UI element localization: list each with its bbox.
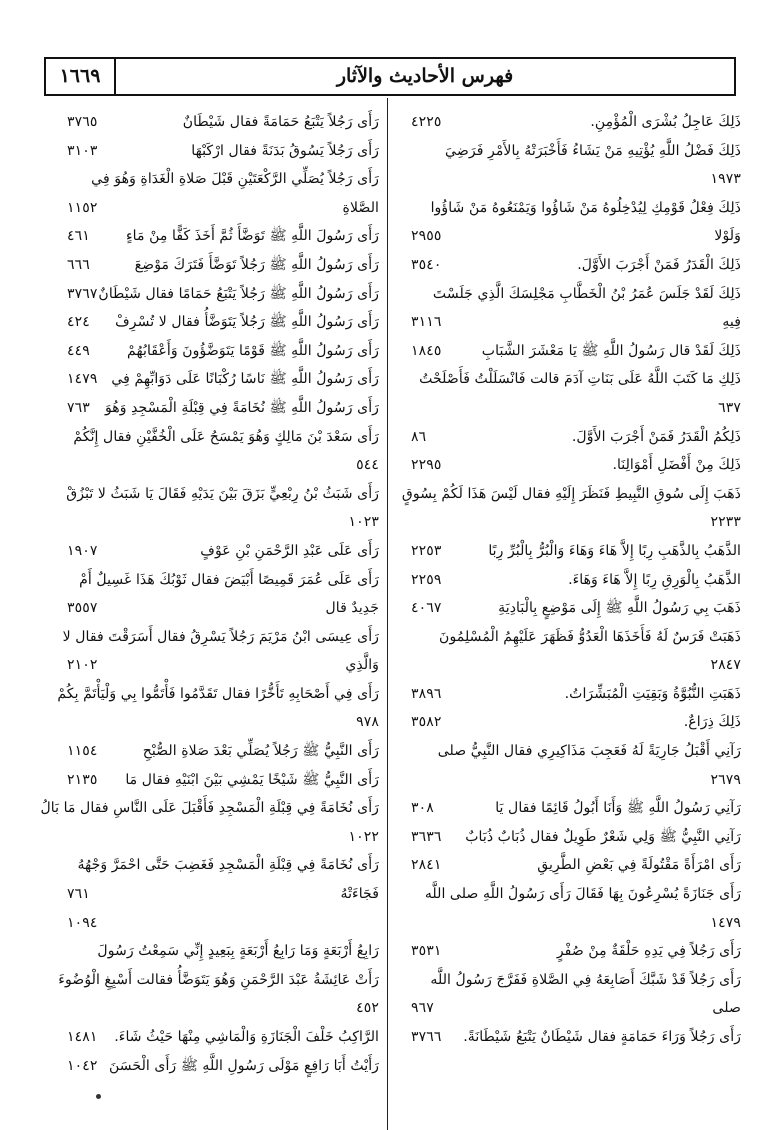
entry-number: ٣٨٩٦	[411, 685, 442, 702]
left-column	[40, 108, 379, 1080]
entry-text: ذَهَبَتِ النُّبُوَّةُ وَبَقِيَتِ الْمُبَشِّرَاتُ.	[564, 685, 741, 702]
footer-dot	[96, 1094, 101, 1099]
index-entry	[53, 680, 379, 737]
entry-number: ٣٦٣٦	[411, 828, 442, 845]
entry-text: ذَلِكَ فَضْلُ اللَّهِ يُؤْتِيهِ مَنْ يَشَاءُ فَأَخْبَرَتْهُ بِالأَمْرِ فَرَضِيَ	[445, 142, 741, 159]
entry-number: ٨٦	[411, 428, 427, 445]
entry-text: رَأَى رَجُلاً يَتْبَعُ حَمَامَةً فقال شَيْطَانٌ	[182, 114, 379, 130]
page-title: فهرس الأحاديث والآثار	[336, 65, 514, 87]
entry-text: الذَّهَبُ بِالذَّهَبِ رِبًا إِلاَّ هَاءَ وَهَاءَ وَالْبُرُّ بِالْبُرِّ رِبًا	[488, 542, 741, 559]
entry-number: ٣٧٦٧	[67, 285, 98, 302]
entry-text: رَأَتْ عَائِشَةُ عَبْدَ الرَّحْمَنِ وَهُوَ يَتَوَضَّأُ فقالت أَسْبِغِ الْوُضُوءَ	[58, 971, 379, 988]
index-entry	[53, 337, 379, 366]
entry-text: ذَلِكَ مِنْ أَفْضَلِ أَمْوَالِنَا.	[612, 457, 741, 474]
index-entry	[53, 1052, 379, 1081]
entry-text: رَأَى رَسُولُ اللَّهِ ﷺ نُخَامَةً فِي قِبْلَةِ الْمَسْجِدِ وَهُوَ	[104, 399, 379, 416]
entry-number: ٢١٠٢	[67, 657, 98, 674]
entry-text: رَأَى نُخَامَةً فِي قِبْلَةِ الْمَسْجِدِ فَغَضِبَ حَتَّى احْمَرَّ وَجْهُهُ	[77, 857, 379, 874]
index-entry	[53, 165, 379, 194]
index-entry	[397, 194, 741, 223]
index-entry	[397, 537, 741, 566]
index-entry	[397, 937, 741, 966]
entry-number: ٢٨٤٧	[710, 657, 741, 674]
entry-number: ٢٦٧٩	[710, 771, 741, 788]
entry-number: ١٨٤٥	[411, 342, 442, 359]
entry-number: ١٩٠٧	[67, 542, 98, 559]
index-entry	[397, 423, 741, 452]
entry-text: رَأَى فِي أَصْحَابِهِ تَأَخُّرًا فقال تَقَدَّمُوا فَأْتَمُّوا بِي وَلْيَأْتَمَّ بِكُمْ	[57, 685, 379, 702]
entry-number: ٤٠٦٧	[411, 600, 442, 617]
index-entry	[53, 308, 379, 337]
index-entry	[53, 1023, 379, 1052]
entry-number: ٣٥٣١	[411, 943, 442, 960]
entry-text: رَأَى سَعْدَ بْنَ مَالِكٍ وَهُوَ يَمْسَحُ عَلَى الْخُفَّيْنِ فقال إِنَّكُمْ	[73, 428, 379, 445]
index-entry	[397, 994, 741, 1023]
entry-text: رَأَى شَبَثُ بْنُ رِبْعِيٍّ بَزَقَ بَيْنَ يَدَيْهِ فَقَالَ يَا شَبَثُ لا تَبْزُقْ	[66, 485, 379, 502]
entry-text: رَأَى رَسُولُ اللَّهِ ﷺ رَجُلاً يَتْبَعُ حَمَامًا فقال شَيْطَانٌ	[98, 285, 379, 302]
entry-text: فَجَاءَتْهُ	[340, 886, 379, 903]
index-entry	[397, 365, 741, 422]
index-entry	[397, 680, 741, 709]
index-entry	[397, 1023, 741, 1052]
entry-number: ١٤٧٩	[710, 914, 741, 931]
entry-text: رَأَى رَسُولُ اللَّهِ ﷺ نَاسًا رُكْبَانًا عَلَى دَوَابِّهِمْ فِي	[111, 371, 379, 388]
index-entry	[53, 251, 379, 280]
entry-number: ١٩٧٣	[710, 171, 741, 188]
index-entry	[397, 308, 741, 337]
index-entry	[397, 794, 741, 823]
entry-text: الرَّاكِبُ خَلْفَ الْجَنَازَةِ وَالْمَاشِي مِنْهَا حَيْثُ شَاءَ.	[114, 1029, 379, 1045]
entry-number: ٢٨٤١	[411, 857, 442, 874]
entry-number: ٢٢٩٥	[411, 457, 442, 474]
index-entry	[397, 594, 741, 623]
entry-number: ١٠٩٤	[67, 914, 98, 931]
entry-text: رَآنِي أَقْبَلُ جَارِيَةً لَهُ فَعَجِبَ مَذَاكِيرِي فقال النَّبِيُّ صلى	[437, 743, 741, 760]
entry-number: ٥٤٤	[356, 457, 379, 474]
index-entry	[53, 280, 379, 309]
entry-text: ذَلِكَ فِعْلُ قَوْمِكِ لِيُدْخِلُوهُ مَنْ شَاؤُوا وَيَمْنَعُوهُ مَنْ شَاؤُوا	[430, 199, 741, 216]
entry-text: رَأَى عَلَى عُمَرَ قَمِيصًا أَبْيَضَ فقال ثَوْبُكَ هَذَا غَسِيلٌ أَمْ	[79, 571, 379, 588]
entry-text: رَأَى رَجُلاً فِي يَدِهِ حَلْقَةٌ مِنْ صُفْرٍ	[556, 943, 741, 960]
index-entry	[397, 566, 741, 595]
index-entry	[53, 222, 379, 251]
entry-text: رَأَى نُخَامَةً فِي قِبْلَةِ الْمَسْجِدِ فَأَقْبَلَ عَلَى النَّاسِ فقال مَا بَالُ	[40, 800, 379, 817]
entry-text: رَأَى رَجُلاً يُصَلِّي الرَّكْعَتَيْنِ قَبْلَ صَلاةِ الْغَدَاةِ وَهُوَ فِي	[91, 171, 379, 188]
index-entry	[397, 708, 741, 737]
entry-number: ٣١١٦	[411, 314, 442, 331]
right-column	[397, 108, 741, 1052]
entry-number: ١٤٧٩	[67, 371, 98, 388]
index-entry	[53, 623, 379, 652]
index-entry	[397, 108, 741, 137]
entry-number: ٤٤٩	[67, 342, 90, 359]
entry-number: ٤٢٤	[67, 314, 90, 331]
index-entry	[53, 909, 379, 966]
entry-text: وَلَوْلا	[714, 228, 741, 245]
entry-text: رَأَى عَلَى عَبْدِ الرَّحْمَنِ بْنِ عَوْفٍ	[200, 542, 379, 559]
entry-text: رَأَى النَّبِيُّ ﷺ رَجُلاً يُصَلِّي بَعْدَ صَلاةِ الصُّبْحِ	[142, 743, 379, 760]
entry-number: ٢١٣٥	[67, 771, 98, 788]
index-entry	[397, 137, 741, 194]
index-entry	[397, 222, 741, 251]
entry-text: رَأَى جَنَازَةً يُسْرِعُونَ بِهَا فَقَالَ رَأَى رَسُولُ اللَّهِ صلى اللَّه	[424, 886, 741, 903]
index-entry	[397, 737, 741, 794]
entry-text: رَأَى رَسُولُ اللَّهِ ﷺ رَجُلاً تَوَضَّأَ فَتَرَكَ مَوْضِعَ	[134, 256, 379, 273]
index-entry	[397, 451, 741, 480]
index-entry	[53, 480, 379, 537]
index-entry	[397, 280, 741, 309]
entry-text: رَأَى امْرَأَةً مَقْتُولَةً فِي بَعْضِ الطَّرِيقِ	[537, 857, 741, 874]
entry-number: ٣٠٨	[411, 800, 434, 817]
entry-text: ذَلِكَ لَقَدْ جَلَسَ عُمَرُ بْنُ الْخَطَّابِ مَجْلِسَكَ الَّذِي جَلَسْتَ	[432, 285, 741, 302]
index-entry	[53, 651, 379, 680]
entry-number: ٣٧٦٥	[67, 114, 98, 130]
entry-text: رَأَى رَجُلاً قَدْ شَبَّكَ أَصَابِعَهُ فِي الصَّلاةِ فَفَرَّجَ رَسُولُ اللَّه	[430, 971, 741, 988]
index-entry	[53, 108, 379, 137]
entry-text: ذَلِكَ الْقَدَرُ فَمَنْ أَجْرَبَ الأَوَّلَ.	[577, 256, 741, 273]
entry-number: ٢٢٥٣	[411, 542, 442, 559]
entry-number: ٤٦١	[67, 228, 90, 245]
entry-number: ٦٣٧	[718, 399, 741, 416]
entry-text: رَأَى رَجُلاً يَسُوقُ بَدَنَةً فقال ارْكَبْهَا	[191, 142, 379, 159]
entry-number: ١٠٢٣	[348, 514, 379, 531]
entry-text: رَابِعُ أَرْبَعَةٍ وَمَا رَابِعُ أَرْبَعَةٍ بِبَعِيدٍ إِنِّي سَمِعْتُ رَسُولَ	[97, 943, 379, 960]
entry-text: الذَّهَبُ بِالْوَرِقِ رِبًا إِلاَّ هَاءَ وَهَاءَ.	[568, 571, 741, 588]
entry-text: ذَلِكَ عَاجِلُ بُشْرَى الْمُؤْمِنِ.	[590, 114, 741, 130]
index-entry	[397, 623, 741, 680]
entry-number: ٤٥٢	[356, 1000, 379, 1017]
index-entry	[53, 594, 379, 623]
index-entry	[397, 966, 741, 995]
index-entry	[397, 880, 741, 937]
entry-number: ٤٢٢٥	[411, 114, 442, 130]
page-number: ١٦٦٩	[46, 59, 116, 94]
entry-text: رَأَى رَجُلاً وَرَاءَ حَمَامَةٍ فقال شَيْطَانٌ يَتْبَعُ شَيْطَانَةً.	[463, 1029, 741, 1045]
index-entry	[53, 537, 379, 566]
entry-text: ذَلِكُمُ الْقَدَرُ فَمَنْ أَجْرَبَ الأَوَّلَ.	[571, 428, 741, 445]
entry-text: الصَّلاةِ	[342, 199, 379, 216]
entry-text: فِيهِ	[722, 314, 741, 331]
entry-number: ٣٥٨٢	[411, 714, 442, 731]
index-entry	[53, 737, 379, 766]
entry-number: ٣٧٦٦	[411, 1029, 442, 1045]
index-entry	[397, 251, 741, 280]
entry-number: ١١٥٤	[67, 743, 98, 760]
index-entry	[53, 137, 379, 166]
index-entry	[397, 851, 741, 880]
column-divider	[387, 98, 388, 1130]
entry-number: ١٠٢٢	[348, 828, 379, 845]
index-entry	[397, 480, 741, 537]
entry-text: صلى	[712, 1000, 741, 1017]
entry-number: ٩٦٧	[411, 1000, 434, 1017]
entry-number: ١١٥٢	[67, 199, 98, 216]
entry-text: رَأَى رَسُولُ اللَّهِ ﷺ قَوْمًا يَتَوَضَّؤُونَ وَأَعْقَابُهُمْ	[127, 342, 379, 359]
entry-text: ذَهَبَ بِي رَسُولُ اللَّهِ ﷺ إِلَى مَوْضِعٍ بِالْبَادِيَةِ	[498, 600, 741, 617]
index-entry	[53, 880, 379, 909]
entry-number: ٢٩٥٥	[411, 228, 442, 245]
entry-number: ٣٥٤٠	[411, 256, 442, 273]
entry-text: وَالَّذِي	[345, 657, 379, 674]
entry-text: ذَهَبَتْ فَرَسٌ لَهُ فَأَخَذَهَا الْعَدُوُّ فَظَهَرَ عَلَيْهِمُ الْمُسْلِمُونَ	[439, 628, 741, 645]
entry-number: ٢٢٣٣	[710, 514, 741, 531]
index-entry	[53, 766, 379, 795]
entry-text: رَأَى عِيسَى ابْنُ مَرْيَمَ رَجُلاً يَسْرِقُ فقال أَسَرَقْتَ فقال لا	[62, 628, 379, 645]
entry-text: رَأَى النَّبِيُّ ﷺ شَيْخًا يَمْشِي بَيْنَ ابْنَيْهِ فقال مَا	[125, 771, 379, 788]
entry-text: ذَلِكَ لَقَدْ قال رَسُولُ اللَّهِ ﷺ يَا مَعْشَرَ الشَّبَابِ	[481, 342, 741, 359]
index-entry	[397, 823, 741, 852]
entry-number: ٧٦٣	[67, 399, 90, 416]
entry-text: ذَهَبَ إِلَى سُوقِ النَّبِيطِ فَنَظَرَ إِلَيْهِ فقال لَيْسَ هَذَا لَكُمْ بِسُوقٍ	[401, 485, 741, 502]
entry-number: ٦٦٦	[67, 256, 90, 273]
entry-text: رَأَى رَسُولُ اللَّهِ ﷺ رَجُلاً يَتَوَضَّأُ فقال لا تُسْرِفْ	[115, 314, 379, 331]
index-entry	[53, 566, 379, 595]
entry-number: ٣٥٥٧	[67, 600, 98, 617]
entry-number: ٧٦١	[67, 886, 90, 903]
index-entry	[53, 394, 379, 423]
index-entry	[53, 966, 379, 1023]
entry-number: ١٠٤٢	[67, 1057, 98, 1074]
entry-text: ذَلِكَ ذِرَاعٌ.	[683, 714, 741, 731]
index-entry	[53, 365, 379, 394]
entry-number: ٣١٠٣	[67, 142, 98, 159]
entry-text: جَدِيدٌ قال	[325, 600, 379, 617]
entry-number: ٢٢٥٩	[411, 571, 442, 588]
index-entry	[40, 794, 379, 851]
index-entry	[53, 194, 379, 223]
entry-text: رَأَى رَسُولَ اللَّهِ ﷺ تَوَضَّأَ ثُمَّ أَخَذَ كَفًّا مِنْ مَاءٍ	[125, 228, 379, 245]
page-header	[44, 57, 736, 96]
index-entry	[53, 423, 379, 480]
index-entry	[53, 851, 379, 880]
index-entry	[397, 337, 741, 366]
entry-number: ١٤٨١	[67, 1029, 98, 1045]
entry-text: رَأَيْتُ أَبَا رَافِعٍ مَوْلَى رَسُولِ اللَّهِ ﷺ رَأَى الْحَسَنَ	[108, 1057, 379, 1074]
entry-number: ٩٧٨	[356, 714, 379, 731]
entry-text: رَآنِي رَسُولُ اللَّهِ ﷺ وَأَنَا أَبُولُ قَائِمًا فقال يَا	[495, 800, 741, 817]
entry-text: رَآنِي النَّبِيُّ ﷺ وَلِي شَعْرٌ طَوِيلٌ فقال ذُبَابٌ ذُبَابٌ	[465, 828, 741, 845]
entry-text: ذَلِكِ مَا كَتَبَ اللَّهُ عَلَى بَنَاتِ آدَمَ قالت فَانْسَلَلْتُ فَأَصْلَحْتُ	[419, 371, 741, 388]
